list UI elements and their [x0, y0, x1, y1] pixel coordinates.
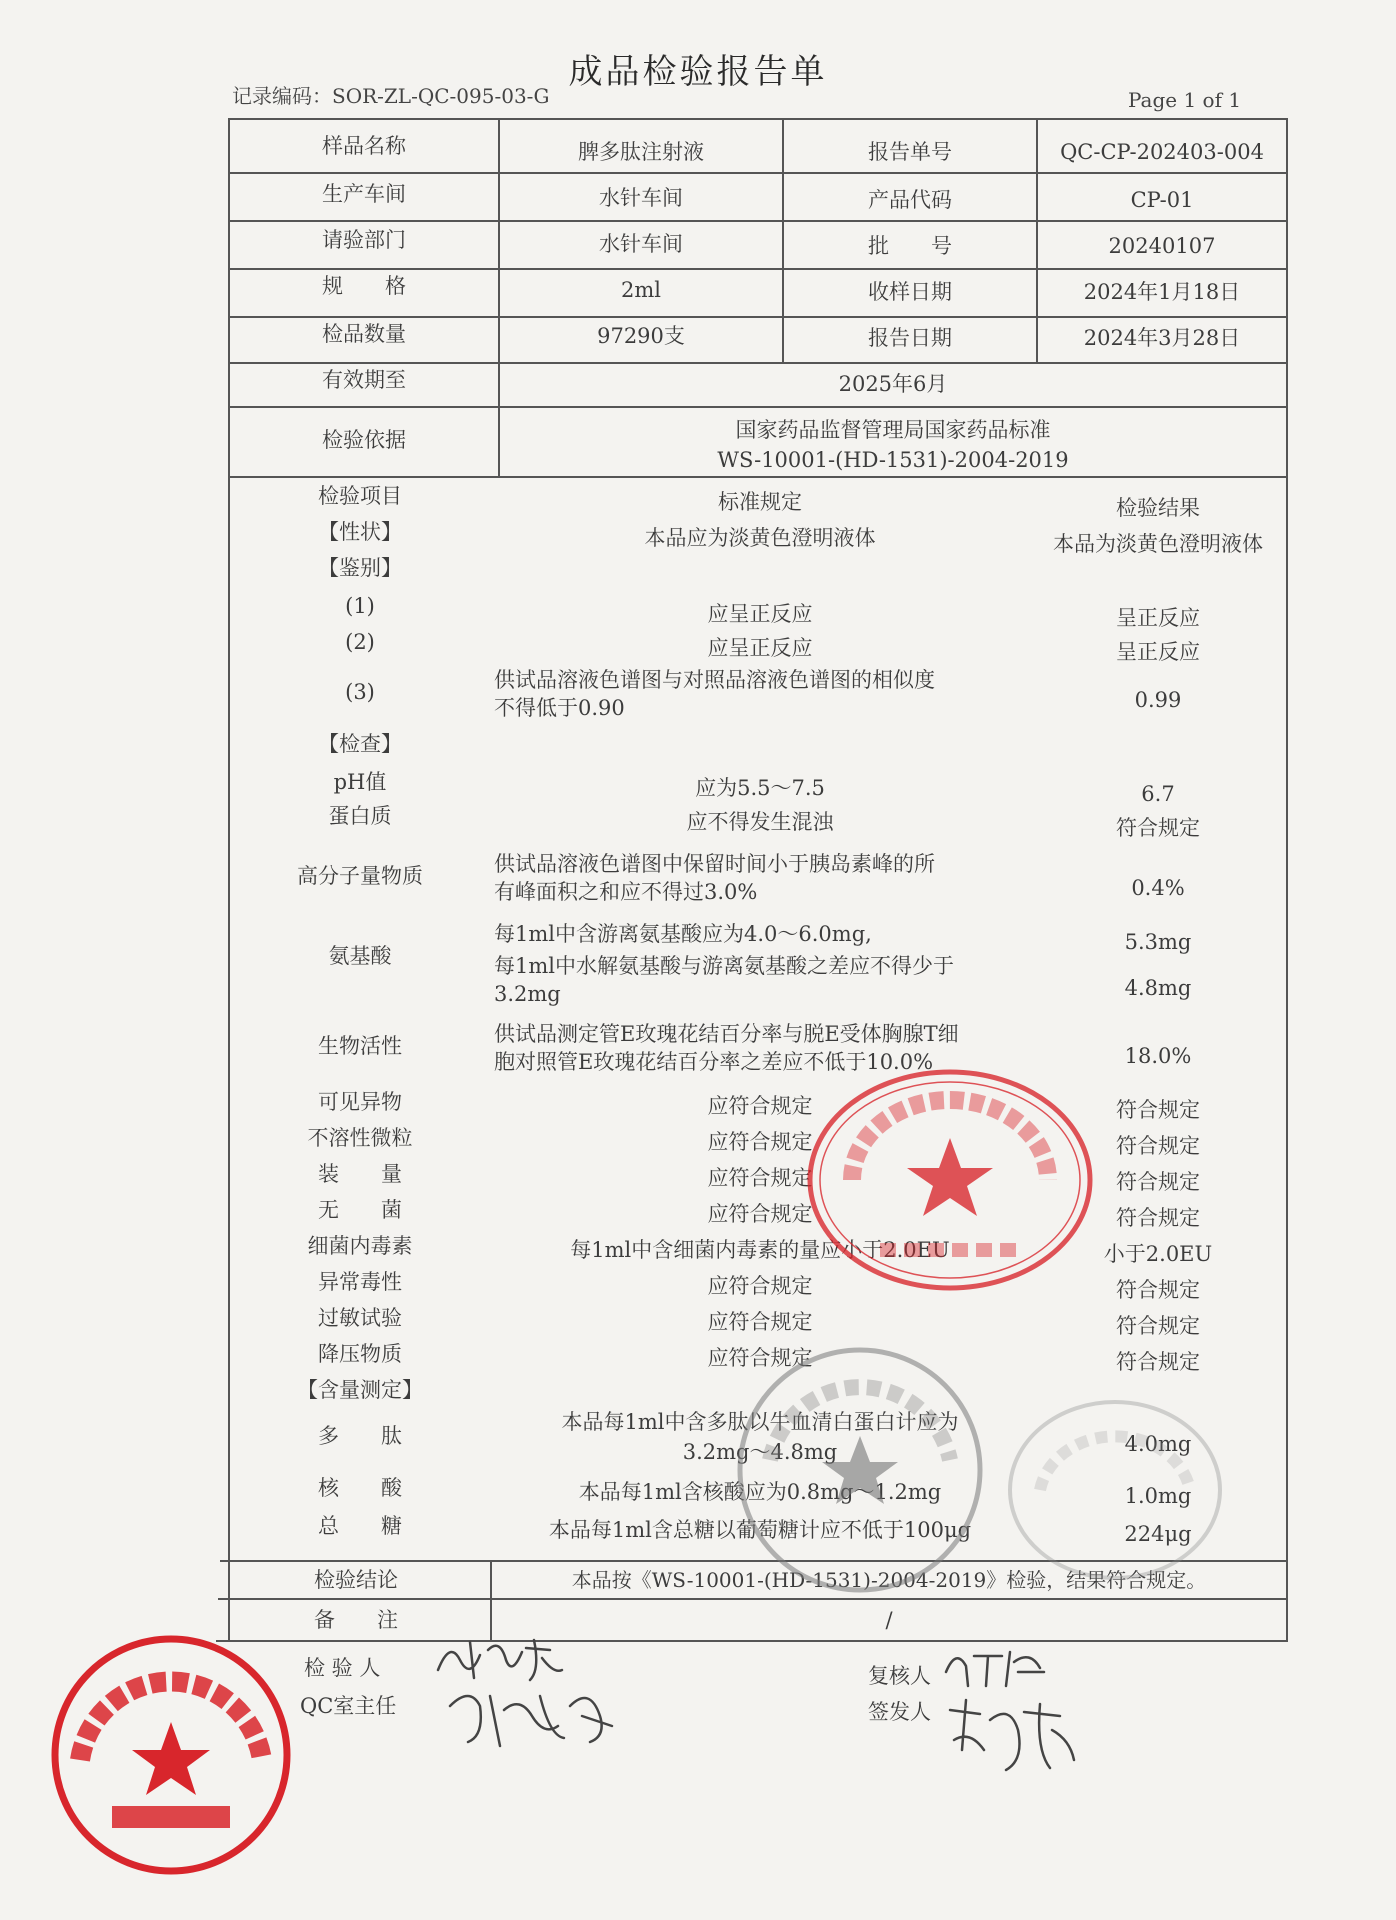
bio-standard-line-1: 供试品测定管E玫瑰花结百分率与脱E受体胸腺T细 [494, 1022, 959, 1046]
protein-result: 符合规定 [1116, 816, 1200, 840]
seal-gray-mid [730, 1340, 990, 1600]
reviewer-label: 复核人 [868, 1664, 931, 1688]
endotoxin-result: 小于2.0EU [1103, 1242, 1213, 1266]
hmw-result: 0.4% [1131, 876, 1185, 900]
sample-name-value: 脾多肽注射液 [578, 140, 704, 164]
id2-label: (2) [345, 630, 375, 654]
product-code-label: 产品代码 [868, 188, 952, 212]
col-line [490, 1560, 492, 1640]
protein-label: 蛋白质 [328, 804, 392, 828]
issuer-label: 签发人 [868, 1700, 931, 1724]
ph-standard: 应为5.5～7.5 [695, 776, 825, 800]
record-number: 记录编码：SOR-ZL-QC-095-03-G [232, 84, 550, 108]
workshop-label: 生产车间 [322, 182, 406, 206]
report-date-value: 2024年3月28日 [1083, 326, 1241, 350]
seal-gray-right [1000, 1390, 1230, 1590]
hmw-label: 高分子量物质 [297, 864, 423, 888]
seal-bottom-left [46, 1630, 296, 1880]
basis-line-1: 国家药品监督管理局国家药品标准 [735, 418, 1051, 442]
id2-result: 呈正反应 [1116, 640, 1200, 664]
protein-standard: 应不得发生混浊 [686, 810, 834, 834]
section-check: 【检查】 [318, 732, 402, 756]
column-result: 检验结果 [1116, 496, 1200, 520]
hmw-standard-line-1: 供试品溶液色谱图中保留时间小于胰岛素峰的所 [494, 852, 935, 876]
remark-value: / [885, 1608, 893, 1632]
id3-standard-line-1: 供试品溶液色谱图与对照品溶液色谱图的相似度 [494, 668, 935, 692]
ph-label: pH值 [333, 770, 387, 794]
sugar-standard: 本品每1ml含总糖以葡萄糖计应不低于100μg [548, 1518, 972, 1542]
insoluble-result: 符合规定 [1116, 1134, 1200, 1158]
fill-result: 符合规定 [1116, 1170, 1200, 1194]
section-identify: 【鉴别】 [318, 556, 402, 580]
issuer-signature [940, 1690, 1080, 1780]
peptide-label: 多 肽 [318, 1424, 402, 1448]
product-code-value: CP-01 [1130, 188, 1194, 212]
id1-standard: 应呈正反应 [707, 602, 813, 626]
section-assay: 【含量测定】 [297, 1378, 423, 1402]
row-line [228, 476, 1288, 478]
quantity-value: 97290支 [597, 324, 685, 348]
batch-label: 批 号 [868, 234, 952, 258]
column-standard: 标准规定 [718, 490, 802, 514]
row-line [228, 220, 1288, 222]
peptide-standard-line-2: 3.2mg～4.8mg [682, 1440, 838, 1464]
document-title: 成品检验报告单 [568, 52, 828, 92]
amino-standard-line-3: 3.2mg [494, 982, 561, 1006]
conclusion-label: 检验结论 [314, 1568, 398, 1592]
expiry-value: 2025年6月 [838, 372, 948, 396]
visible-label: 可见异物 [318, 1090, 402, 1114]
toxicity-standard: 应符合规定 [707, 1274, 813, 1298]
character-standard: 本品应为淡黄色澄明液体 [644, 526, 876, 550]
workshop-value: 水针车间 [599, 186, 683, 210]
column-item: 检验项目 [318, 484, 402, 508]
id3-standard-line-2: 不得低于0.90 [494, 696, 625, 720]
amino-label: 氨基酸 [328, 944, 392, 968]
receive-date-value: 2024年1月18日 [1083, 280, 1241, 304]
allergy-standard: 应符合规定 [707, 1310, 813, 1334]
peptide-standard-line-1: 本品每1ml中含多肽以牛血清白蛋白计应为 [561, 1410, 959, 1434]
toxicity-label: 异常毒性 [318, 1270, 402, 1294]
sterile-result: 符合规定 [1116, 1206, 1200, 1230]
insoluble-label: 不溶性微粒 [307, 1126, 413, 1150]
row-line [228, 172, 1288, 174]
bio-label: 生物活性 [318, 1034, 402, 1058]
id1-label: (1) [345, 594, 375, 618]
visible-result: 符合规定 [1116, 1098, 1200, 1122]
amino-result-1: 5.3mg [1124, 930, 1192, 954]
fill-standard: 应符合规定 [707, 1166, 813, 1190]
nucleic-label: 核 酸 [318, 1476, 402, 1500]
inspector-label: 检 验 人 [304, 1656, 381, 1680]
fill-label: 装 量 [318, 1162, 402, 1186]
basis-label: 检验依据 [322, 428, 406, 452]
bio-standard-line-2: 胞对照管E玫瑰花结百分率之差应不低于10.0% [494, 1050, 934, 1074]
endotoxin-standard: 每1ml中含细菌内毒素的量应小于2.0EU [570, 1238, 950, 1262]
id2-standard: 应呈正反应 [707, 636, 813, 660]
page-number: Page 1 of 1 [1128, 88, 1242, 112]
id3-result: 0.99 [1134, 688, 1182, 712]
seal-red-top [800, 1060, 1100, 1300]
receive-date-label: 收样日期 [868, 280, 952, 304]
allergy-label: 过敏试验 [318, 1306, 402, 1330]
amino-standard-line-2: 每1ml中水解氨基酸与游离氨基酸之差应不得少于 [494, 954, 954, 978]
sample-name-label: 样品名称 [322, 134, 406, 158]
section-character: 【性状】 [318, 520, 402, 544]
report-no-value: QC-CP-202403-004 [1060, 140, 1264, 164]
depressor-result: 符合规定 [1116, 1350, 1200, 1374]
spec-value: 2ml [621, 278, 661, 302]
bio-result: 18.0% [1124, 1044, 1192, 1068]
allergy-result: 符合规定 [1116, 1314, 1200, 1338]
reviewer-signature [940, 1642, 1050, 1692]
report-no-label: 报告单号 [868, 140, 952, 164]
visible-standard: 应符合规定 [707, 1094, 813, 1118]
table-top-border [228, 118, 1288, 120]
depressor-standard: 应符合规定 [707, 1346, 813, 1370]
insoluble-standard: 应符合规定 [707, 1130, 813, 1154]
amino-result-2: 4.8mg [1124, 976, 1192, 1000]
qc-signature [440, 1676, 620, 1756]
request-dept-label: 请验部门 [322, 228, 406, 252]
spec-label: 规 格 [322, 274, 406, 298]
sterile-label: 无 菌 [318, 1198, 402, 1222]
conclusion-text: 本品按《WS-10001-(HD-1531)-2004-2019》检验，结果符合规定。 [571, 1568, 1207, 1592]
id1-result: 呈正反应 [1116, 606, 1200, 630]
endotoxin-label: 细菌内毒素 [307, 1234, 413, 1258]
depressor-label: 降压物质 [318, 1342, 402, 1366]
quantity-label: 检品数量 [322, 322, 406, 346]
report-date-label: 报告日期 [868, 326, 952, 350]
toxicity-result: 符合规定 [1116, 1278, 1200, 1302]
row-line [228, 406, 1288, 408]
sterile-standard: 应符合规定 [707, 1202, 813, 1226]
expiry-label: 有效期至 [322, 368, 406, 392]
sugar-label: 总 糖 [318, 1514, 402, 1538]
table-right-border [1286, 118, 1288, 1640]
table-bottom-border [216, 1640, 1288, 1642]
request-dept-value: 水针车间 [599, 232, 683, 256]
basis-line-2: WS-10001-(HD-1531)-2004-2019 [717, 448, 1069, 472]
character-result: 本品为淡黄色澄明液体 [1053, 532, 1263, 556]
hmw-standard-line-2: 有峰面积之和应不得过3.0% [494, 880, 758, 904]
amino-standard-line-1: 每1ml中含游离氨基酸应为4.0～6.0mg, [494, 922, 872, 946]
sugar-result: 224μg [1124, 1522, 1192, 1546]
peptide-result: 4.0mg [1124, 1432, 1192, 1456]
batch-value: 20240107 [1108, 234, 1216, 258]
nucleic-result: 1.0mg [1124, 1484, 1192, 1508]
ph-result: 6.7 [1141, 782, 1175, 806]
qc-label: QC室主任 [300, 1694, 397, 1718]
nucleic-standard: 本品每1ml含核酸应为0.8mg～1.2mg [578, 1480, 942, 1504]
remark-label: 备 注 [314, 1608, 398, 1632]
id3-label: (3) [345, 680, 375, 704]
